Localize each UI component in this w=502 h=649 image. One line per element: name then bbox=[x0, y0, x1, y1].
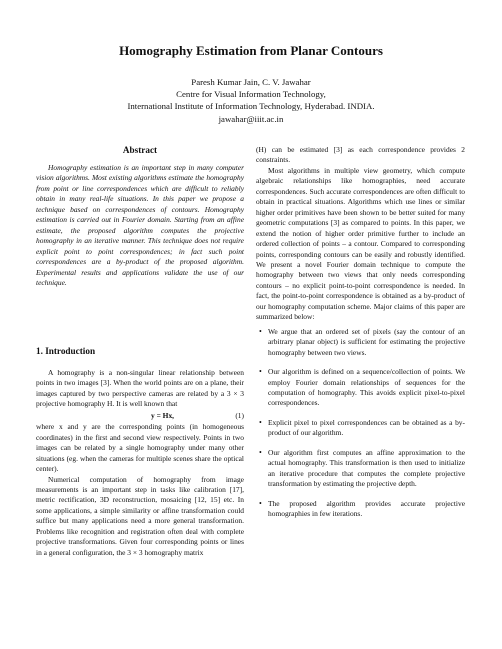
equation-1 bbox=[36, 411, 244, 421]
list-item: • We argue that an ordered set of pixels (say the contour of an arbitrary planar object) is sufficient for estimating the projective homography between two views. bbox=[259, 326, 465, 357]
list-item: • Explicit pixel to pixel correspondences can be obtained as a by-product of our algorithm. bbox=[259, 417, 465, 438]
right-paragraph-1: (H) can be estimated [3] as each correspondence provides 2 constraints. bbox=[256, 145, 465, 165]
bullet-icon: • bbox=[259, 417, 262, 427]
paper-title: Homography Estimation from Planar Contours bbox=[119, 43, 383, 58]
list-item: • The proposed algorithm provides accurate projective homographies in few iterations. bbox=[259, 498, 465, 519]
abstract-text: Homography estimation is an important step in many computer vision algorithms. Most existing algorithms estimate the homography from point or line correspondences which are difficult to reliably obtain in many real-life situations. In this paper we propose a technique based on correspondences of contours. Homography estimation is carried out in Fourier domain. Starting from an affine estimate, the proposed algorithm computes the projective homography in an iterative manner. This technique does not require explicit point to point correspondences; in fact such point correspondences are a by-product of the proposed algorithm. Experimental results and applications validate the use of our technique. bbox=[36, 163, 244, 287]
equation-text: y = Hx, bbox=[151, 410, 175, 420]
claims-list bbox=[256, 327, 465, 520]
abstract-section bbox=[36, 163, 244, 288]
intro-paragraph-2: where x and y are the corresponding points (in homogeneous coordinates) in the first and second view respectively. Points in two images can be related by a single homography under many other situations (eg. when the cameras for multiple scenes share the optical center). bbox=[36, 422, 244, 474]
equation-number: (1) bbox=[235, 410, 244, 420]
bullet-icon: • bbox=[259, 326, 262, 336]
right-column bbox=[256, 145, 465, 529]
list-item: • Our algorithm first computes an affine approximation to the actual homography. This transformation is then used to initialize an iterative procedure that computes the complete projective transformation by estimating the projective depth. bbox=[259, 447, 465, 489]
intro-paragraph-1: A homography is a non-singular linear relationship between points in two images [3]. When the world points are on a plane, their images captured by two perspective cameras are related by a 3 × 3 projective homography H. It is well known that bbox=[36, 368, 244, 409]
author-center: Centre for Visual Information Technology, bbox=[176, 89, 326, 100]
author-block bbox=[0, 76, 502, 125]
bullet-icon: • bbox=[259, 447, 262, 457]
section-heading-introduction: 1. Introduction bbox=[36, 346, 96, 356]
introduction-section bbox=[36, 368, 244, 558]
right-paragraph-2: Most algorithms in multiple view geometry, which compute algebraic relationships like homographies, need accurate correspondences. Such accurate correspondences are often difficult to obtain in practical situations. Algorithms which use lines or similar higher order primitives have been shown to be better suited for many geometric computations [3] as compared to points. In this paper, we extend the notion of higher order primitive further to include an ordered collection of points – a contour. Compared to corresponding points, corresponding contours can be easily and robustly identified. We present a novel Fourier domain technique to compute the homography between two views that only needs corresponding contours – no explicit point-to-point correspondence is needed. In fact, the point-to-point correspondence is obtained as a by-product of our homography computation scheme. Major claims of this paper are summarized below: bbox=[256, 165, 465, 322]
list-item: • Our algorithm is defined on a sequence/collection of points. We employ Fourier domain relationships of sequences for the computation of homography. This avoids explicit pixel-to-pixel correspondences. bbox=[259, 367, 465, 408]
intro-paragraph-3: Numerical computation of homography from image measurements is an important step in tasks like calibration [17], metric rectification, 3D reconstruction, mosaicing [12, 15] etc. In some applications, a simple similarity or affine transformation could suffice but many applications need a more general transformation. Problems like recognition and registration often deal with complete projective transformations. Given four corresponding points or lines in a general configuration, the 3 × 3 homography matrix bbox=[36, 474, 244, 557]
author-email: jawahar@iiit.ac.in bbox=[218, 113, 284, 124]
bullet-icon: • bbox=[259, 367, 262, 377]
abstract-heading: Abstract bbox=[122, 145, 158, 155]
bullet-icon: • bbox=[259, 498, 262, 508]
author-institute: International Institute of Information Technology, Hyderabad. INDIA. bbox=[127, 101, 375, 112]
author-names: Paresh Kumar Jain, C. V. Jawahar bbox=[191, 77, 311, 87]
